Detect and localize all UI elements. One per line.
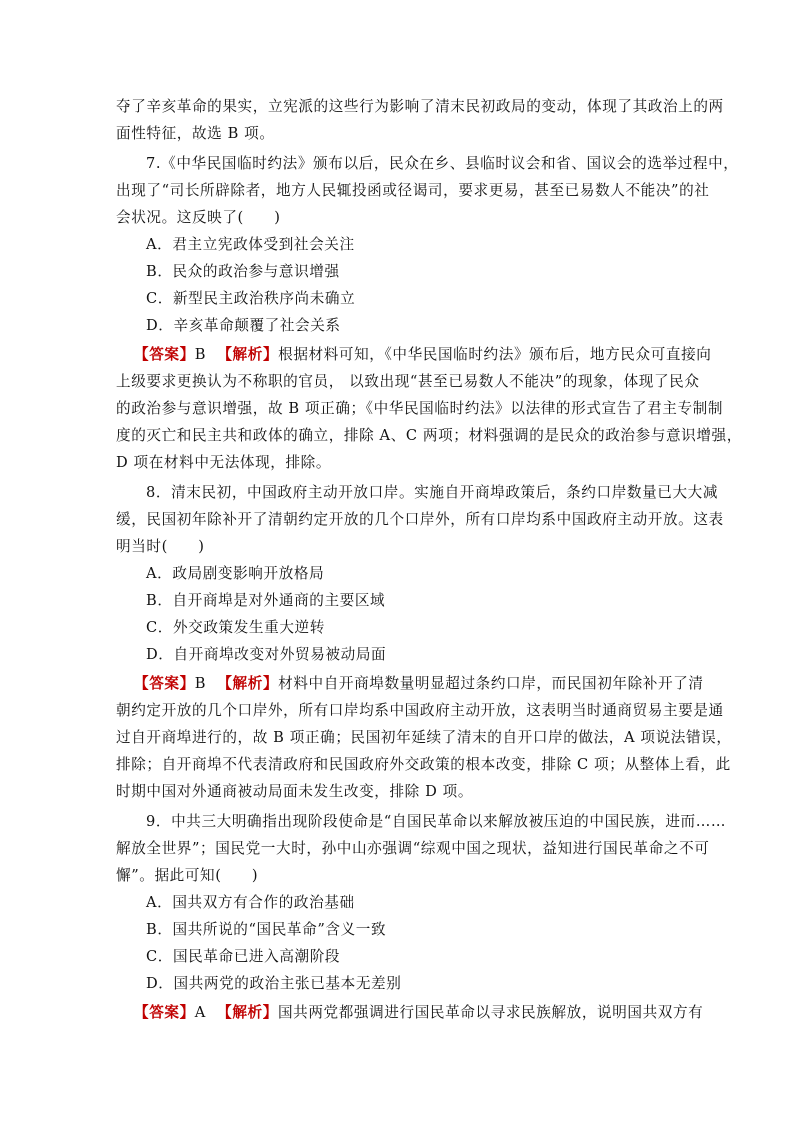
question-9-stem: 懈”。据此可知( ) xyxy=(116,867,259,884)
answer-label: 【答案】 xyxy=(134,346,195,363)
analysis-label: 【解析】 xyxy=(217,675,279,692)
question-9-option-b: B．国共所说的“国民革命”含义一致 xyxy=(146,921,387,938)
analysis-text: 根据材料可知，《中华民国临时约法》颁布后，地方民众可直接向 xyxy=(278,346,712,363)
question-9-stem: 解放全世界”；国民党一大时，孙中山亦强调“综观中国之现状，益知进行国民革命之不可 xyxy=(116,840,710,857)
question-8-stem: 缓，民国初年除补开了清朝约定开放的几个口岸外，所有口岸均系中国政府主动开放。这表 xyxy=(116,511,724,528)
question-8-option-a: A．政局剧变影响开放格局 xyxy=(146,565,325,582)
answer-value: B xyxy=(194,675,207,692)
question-8-stem: 明当时( ) xyxy=(116,538,205,555)
question-9-option-c: C．国民革命已进入高潮阶段 xyxy=(146,948,341,965)
question-7-option-b: B．民众的政治参与意识增强 xyxy=(146,263,340,280)
answer-value: A xyxy=(194,1004,206,1021)
question-7-option-d: D．辛亥革命颠覆了社会关系 xyxy=(146,317,341,334)
answer-value: B xyxy=(194,346,207,363)
question-9-answer-line xyxy=(134,1001,703,1022)
analysis-label: 【解析】 xyxy=(217,1004,278,1021)
question-8-option-d: D．自开商埠改变对外贸易被动局面 xyxy=(146,646,387,663)
question-7-option-c: C．新型民主政治秩序尚未确立 xyxy=(146,290,356,307)
paragraph-line: 面性特征，故选 B 项。 xyxy=(116,125,275,142)
analysis-line: 时期中国对外通商被动局面未发生改变，排除 D 项。 xyxy=(116,783,474,800)
analysis-line: 排除；自开商埠不代表清政府和民国政府外交政策的根本改变，排除 C 项；从整体上看，此 xyxy=(116,756,731,773)
question-7-answer-line xyxy=(134,343,711,364)
analysis-label: 【解析】 xyxy=(217,346,279,363)
analysis-line: 朝约定开放的几个口岸外，所有口岸均系中国政府主动开放，这表明当时通商贸易主要是通 xyxy=(116,702,724,719)
question-9-option-a: A．国共双方有合作的政治基础 xyxy=(146,894,355,911)
answer-label: 【答案】 xyxy=(134,1004,195,1021)
question-8-option-b: B．自开商埠是对外通商的主要区域 xyxy=(146,592,386,609)
analysis-line: D 项在材料中无法体现，排除。 xyxy=(116,454,332,471)
question-7-stem: 出现了“司长所辟除者，地方人民辄投函或径谒司，要求更易，甚至已易数人不能决”的社 xyxy=(116,182,710,199)
question-9-stem: 9．中共三大明确指出现阶段使命是“自国民革命以来解放被压迫的中国民族，进而…… xyxy=(146,813,727,830)
question-7-stem: 7.《中华民国临时约法》颁布以后，民众在乡、县临时议会和省、国议会的选举过程中， xyxy=(146,155,739,172)
question-9-option-d: D．国共两党的政治主张已基本无差别 xyxy=(146,975,402,992)
question-8-option-c: C．外交政策发生重大逆转 xyxy=(146,619,325,636)
analysis-line: 过自开商埠进行的，故 B 项正确；民国初年延续了清末的自开口岸的做法，A 项说法错误， xyxy=(116,729,732,746)
paragraph-line: 夺了辛亥革命的果实，立宪派的这些行为影响了清末民初政局的变动，体现了其政治上的两 xyxy=(116,98,724,115)
analysis-text: 材料中自开商埠数量明显超过条约口岸，而民国初年除补开了清 xyxy=(278,675,704,692)
analysis-line: 度的灭亡和民主共和政体的确立，排除 A、C 两项；材料强调的是民众的政治参与意识增强， xyxy=(116,427,742,444)
answer-label: 【答案】 xyxy=(134,675,195,692)
question-7-stem: 会状况。这反映了( ) xyxy=(116,209,281,226)
question-8-stem: 8．清末民初，中国政府主动开放口岸。实施自开商埠政策后，条约口岸数量已大大减 xyxy=(146,484,719,501)
analysis-text: 国共两党都强调进行国民革命以寻求民族解放，说明国共双方有 xyxy=(277,1004,704,1021)
analysis-line: 的政治参与意识增强，故 B 项正确；《中华民国临时约法》以法律的形式宣告了君主专制制 xyxy=(116,400,724,417)
question-8-answer-line xyxy=(134,672,704,693)
question-7-option-a: A．君主立宪政体受到社会关注 xyxy=(146,236,355,253)
analysis-line: 上级要求更换认为不称职的官员， 以致出现“甚至已易数人不能决”的现象，体现了民众 xyxy=(116,373,700,390)
